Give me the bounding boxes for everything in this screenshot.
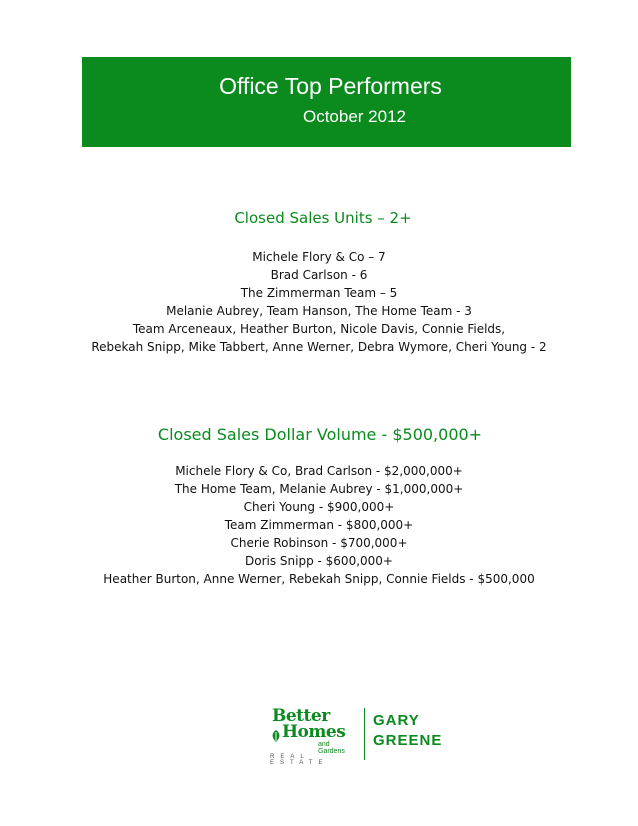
list-item: Team Zimmerman - $800,000+ <box>224 518 414 532</box>
logo-line-better: Better <box>272 706 330 726</box>
page-subtitle: October 2012 <box>302 107 406 126</box>
logo-gary: GARY <box>373 712 420 729</box>
closed-units-list <box>0 248 638 356</box>
page-title: Office Top Performers <box>219 73 442 99</box>
list-item: Michele Flory & Co, Brad Carlson - $2,000,000+ <box>175 464 463 478</box>
logo-greene: GREENE <box>373 732 443 749</box>
dollar-volume-heading: Closed Sales Dollar Volume - $500,000+ <box>157 425 483 444</box>
list-item: Michele Flory & Co – 7 <box>252 250 386 264</box>
list-item: The Zimmerman Team – 5 <box>240 286 398 300</box>
leaf-icon <box>270 729 282 743</box>
dollar-volume-list <box>0 462 638 588</box>
company-logo <box>266 706 446 764</box>
logo-line-gardens: and Gardens <box>318 741 345 755</box>
logo-wordmark <box>266 706 358 764</box>
list-item: The Home Team, Melanie Aubrey - $1,000,000+ <box>174 482 464 496</box>
header-banner <box>82 57 571 147</box>
list-item: Team Arceneaux, Heather Burton, Nicole Davis, Connie Fields, <box>132 322 506 336</box>
list-item: Rebekah Snipp, Mike Tabbert, Anne Werner, Debra Wymore, Cheri Young - 2 <box>91 340 547 354</box>
logo-divider <box>364 708 365 760</box>
logo-line-homes: Homes <box>282 722 346 742</box>
closed-units-heading: Closed Sales Units – 2+ <box>234 209 412 227</box>
list-item: Cheri Young - $900,000+ <box>243 500 395 514</box>
list-item: Heather Burton, Anne Werner, Rebekah Snipp, Connie Fields - $500,000 <box>103 572 535 586</box>
list-item: Doris Snipp - $600,000+ <box>245 554 393 568</box>
logo-tagline: REAL ESTATE <box>270 754 329 766</box>
list-item: Melanie Aubrey, Team Hanson, The Home Team - 3 <box>166 304 472 318</box>
list-item: Brad Carlson - 6 <box>270 268 368 282</box>
list-item: Cherie Robinson - $700,000+ <box>230 536 408 550</box>
